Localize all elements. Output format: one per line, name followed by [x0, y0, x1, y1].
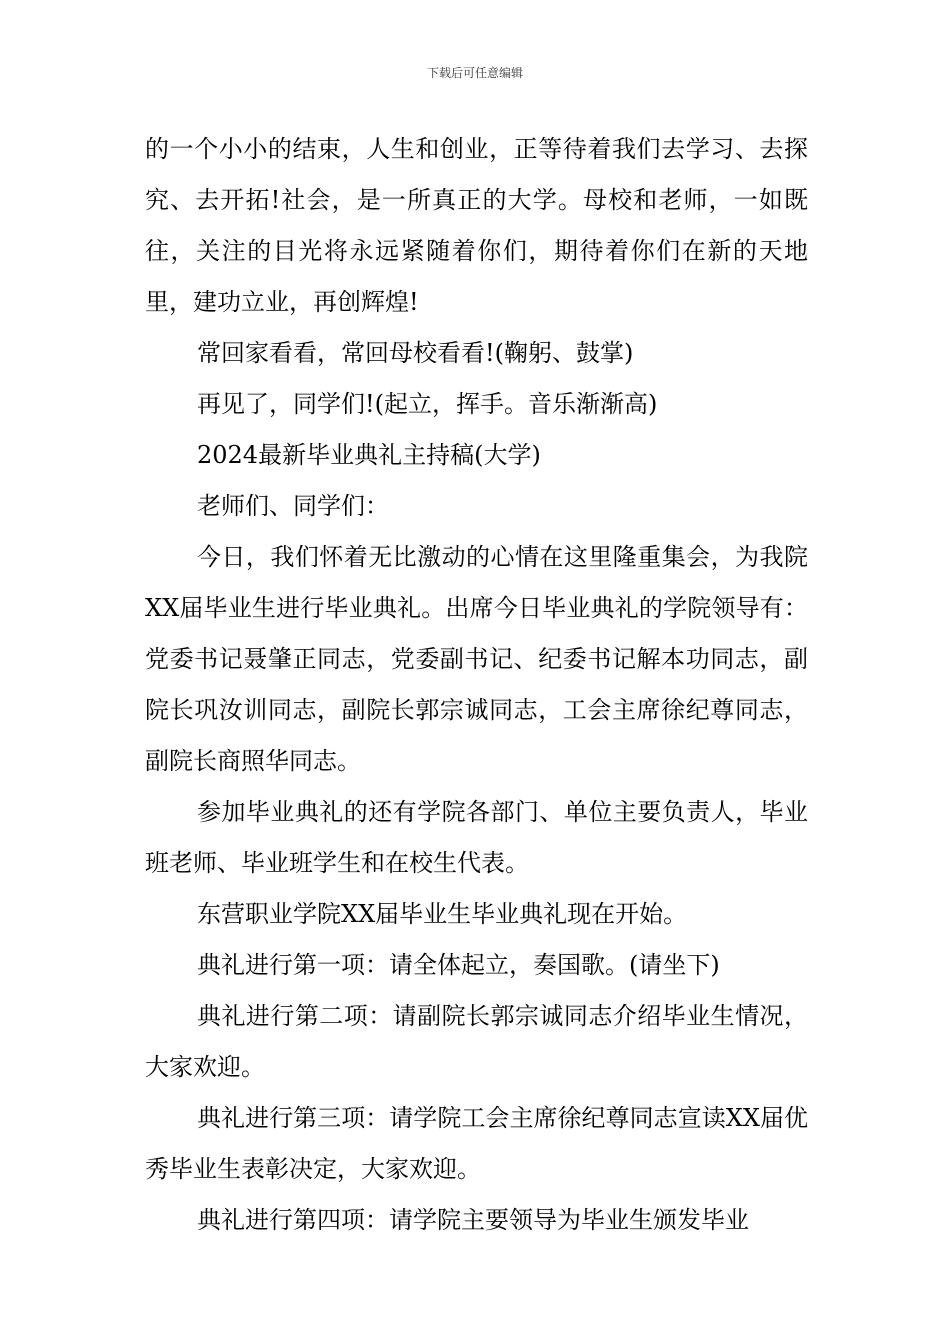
- paragraph: 典礼进行第三项：请学院工会主席徐纪尊同志宣读XX届优秀毕业生表彰决定，大家欢迎。: [145, 1104, 808, 1183]
- paragraph: 再见了，同学们!(起立，挥手。音乐渐渐高): [197, 390, 658, 418]
- salutation: 老师们、同学们：: [197, 492, 389, 520]
- paragraph: 东营职业学院XX届毕业生毕业典礼现在开始。: [197, 900, 688, 928]
- paragraph: 典礼进行第二项：请副院长郭宗诚同志介绍毕业生情况，大家欢迎。: [145, 1002, 808, 1081]
- section-title: 2024最新毕业典礼主持稿(大学): [197, 441, 541, 469]
- paragraph: 常回家看看，常回母校看看!(鞠躬、鼓掌): [197, 339, 634, 367]
- paragraph: 典礼进行第一项：请全体起立，奏国歌。(请坐下): [197, 951, 720, 979]
- document-body: [145, 124, 808, 1246]
- page-header: 下载后可任意编辑: [426, 66, 523, 80]
- paragraph: 典礼进行第四项：请学院主要领导为毕业生颁发毕业: [197, 1206, 749, 1234]
- paragraph: 今日，我们怀着无比激动的心情在这里隆重集会，为我院XX届毕业生进行毕业典礼。出席今日毕业典礼的学院领导有：党委书记聂肇正同志，党委副书记、纪委书记解本功同志，副院长巩汝训同志，副院长郭宗诚同志，工会主席徐纪尊同志，副院长商照华同志。: [145, 543, 808, 775]
- paragraph: 参加毕业典礼的还有学院各部门、单位主要负责人，毕业班老师、毕业班学生和在校生代表。: [145, 798, 808, 877]
- paragraph: 的一个小小的结束，人生和创业，正等待着我们去学习、去探究、去开拓!社会，是一所真正的大学。母校和老师，一如既往，关注的目光将永远紧随着你们，期待着你们在新的天地里，建功立业，再创辉煌!: [145, 135, 808, 316]
